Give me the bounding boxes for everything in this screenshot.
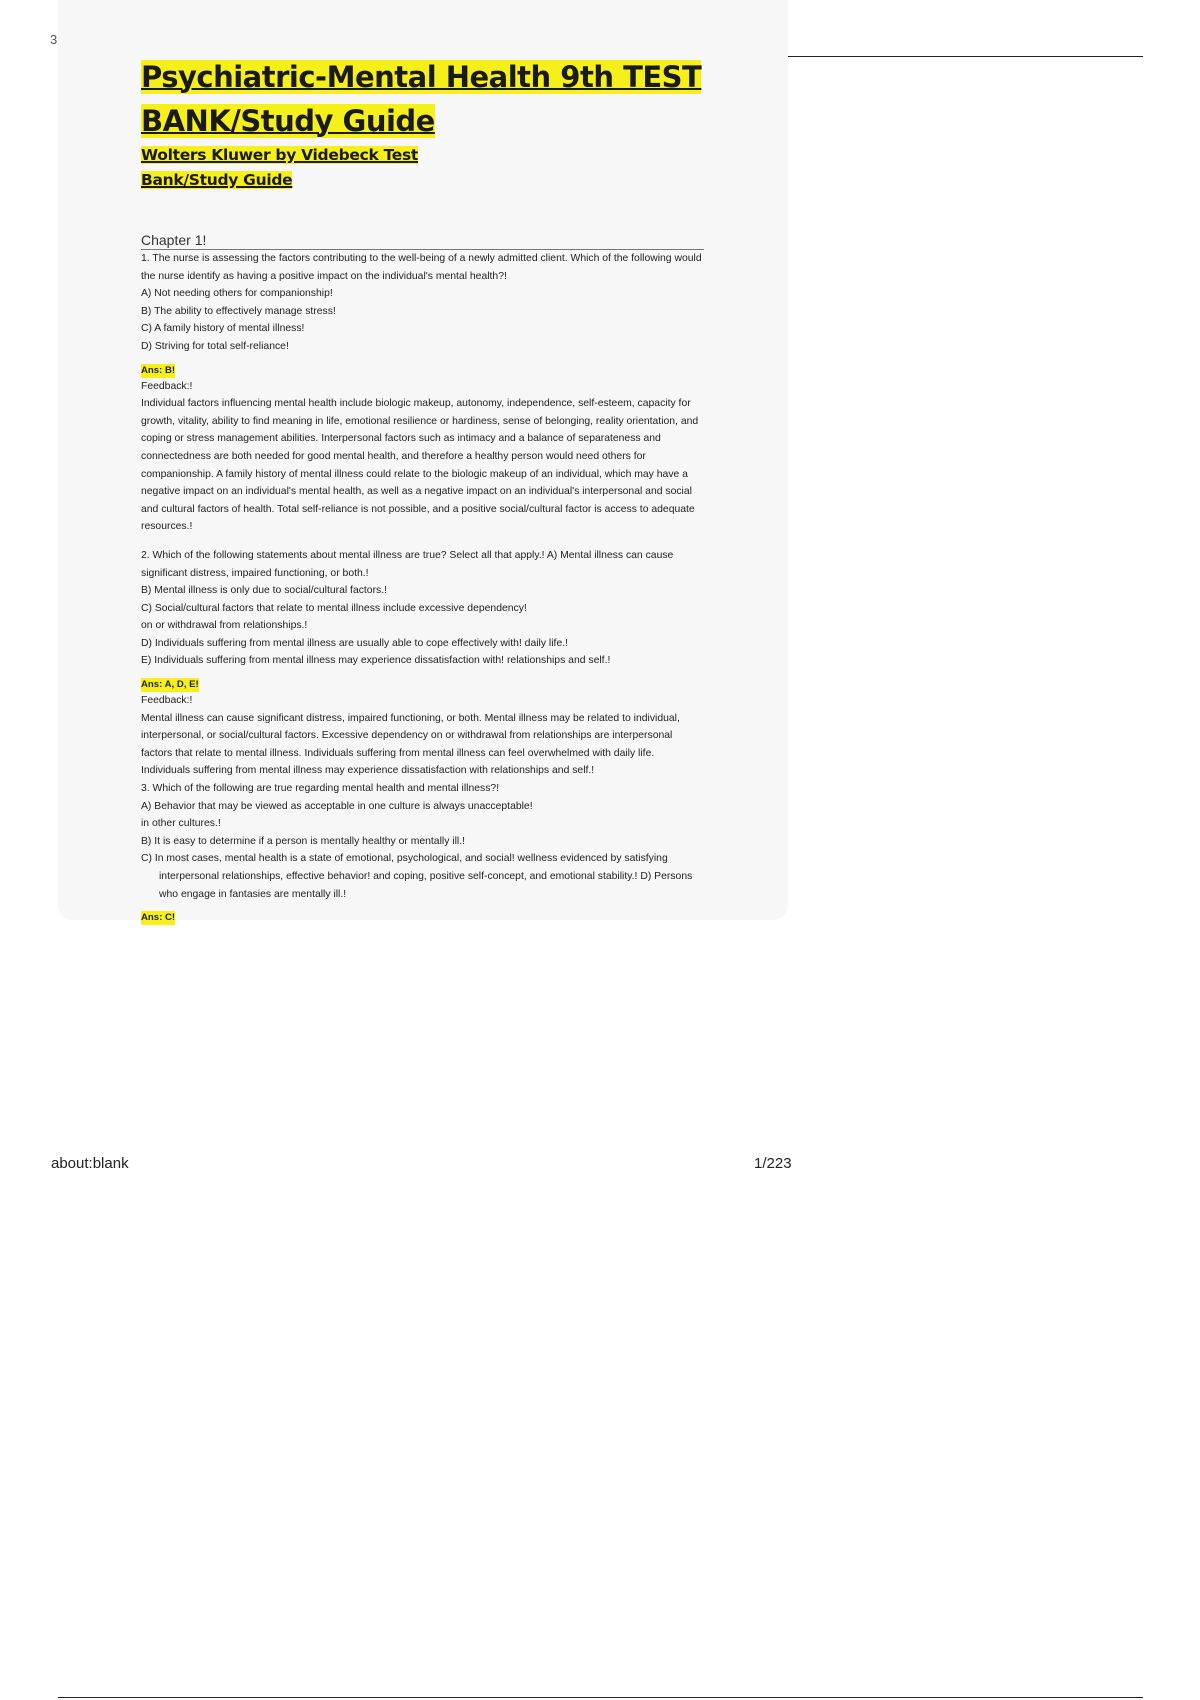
footer-page-number: 1/223 [754, 1155, 792, 1172]
question-text: 1. The nurse is assessing the factors contributing to the well-being of a newly admitted client. Which of the following would the nurse identify as having a positive impact on the individual's mental health?! [141, 253, 702, 282]
option: B) It is easy to determine if a person is mentally healthy or mentally ill.! [141, 835, 465, 847]
question-text: 3. Which of the following are true regarding mental health and mental illness?! [141, 783, 500, 795]
title-line-2: BANK/Study Guide [141, 104, 435, 138]
feedback-label: Feedback:! [141, 380, 193, 392]
subtitle-line-2: Bank/Study Guide [141, 171, 293, 189]
answer-key: Ans: A, D, E! [141, 679, 199, 691]
title-line-1: Psychiatric-Mental Health 9th TEST [141, 60, 702, 94]
feedback-text: Individual factors influencing mental health include biologic makeup, autonomy, independence, self-esteem, capacity for growth, vitality, ability to find meaning in life, emotional resilience or hardiness, sense of belonging, reality orientation, and coping or stress management abilities. Interpersonal factors such as intimacy and a balance of separateness and connectedness are both needed for good mental health, and therefore a healthy person would need others for companionship. A family history of mental illness could relate to the biologic makeup of an individual, which may have a negative impact on an individual's mental health, as well as a negative impact on an individual's interpersonal and social and cultural factors of health. Total self-reliance is not possible, and a positive social/cultural factor is access to adequate resources.! [141, 398, 699, 533]
document-subtitle [141, 143, 706, 193]
option: A) Behavior that may be viewed as acceptable in one culture is always unacceptable! [141, 800, 533, 812]
option-continuation: in other cultures.! [141, 818, 221, 830]
option: C) In most cases, mental health is a state of emotional, psychological, and social! wellness evidenced by satisfying interpersonal relationships, effective behavior! and coping, positive self-concept, and emotional stability.! D) Persons who engage in fantasies are mentally ill.! [141, 853, 693, 900]
feedback-label: Feedback:! [141, 695, 193, 707]
question-3 [141, 780, 706, 925]
question-2 [141, 547, 706, 780]
option: C) A family history of mental illness! [141, 323, 305, 335]
option: A) Not needing others for companionship! [141, 288, 333, 300]
feedback-text: Mental illness can cause significant distress, impaired functioning, or both. Mental illness may be related to individual, interpersonal, or social/cultural factors. Excessive dependency on or withdrawal from relationships are interpersonal factors that relate to mental illness. Individuals suffering from mental illness can feel overwhelmed with daily life. Individuals suffering from mental illness may experience dissatisfaction with relationships and self.! [141, 712, 680, 777]
chapter-heading: Chapter 1! [141, 233, 704, 250]
answer-key: Ans: B! [141, 364, 176, 376]
option: E) Individuals suffering from mental illness may experience dissatisfaction with! relationships and self.! [141, 655, 611, 667]
answer-key: Ans: C! [141, 912, 176, 924]
corner-mark: 3 [50, 32, 58, 47]
option: B) The ability to effectively manage stress! [141, 305, 336, 317]
document-title [141, 55, 706, 143]
header-rule [788, 56, 1143, 57]
option: D) Individuals suffering from mental illness are usually able to cope effectively with! daily life.! [141, 637, 568, 649]
option: B) Mental illness is only due to social/cultural factors.! [141, 585, 388, 597]
question-1 [141, 250, 706, 536]
option: D) Striving for total self-reliance! [141, 340, 289, 352]
subtitle-line-1: Wolters Kluwer by Videbeck Test [141, 146, 419, 164]
question-text: 2. Which of the following statements about mental illness are true? Select all that apply.! A) Mental illness can cause significant distress, impaired functioning, or both.! [141, 549, 674, 579]
option: C) Social/cultural factors that relate to mental illness include excessive dependency! [141, 602, 527, 614]
document-body [141, 55, 706, 925]
option-continuation: on or withdrawal from relationships.! [141, 620, 308, 632]
footer-url: about:blank [51, 1155, 129, 1172]
footer-rule [58, 1697, 1143, 1698]
